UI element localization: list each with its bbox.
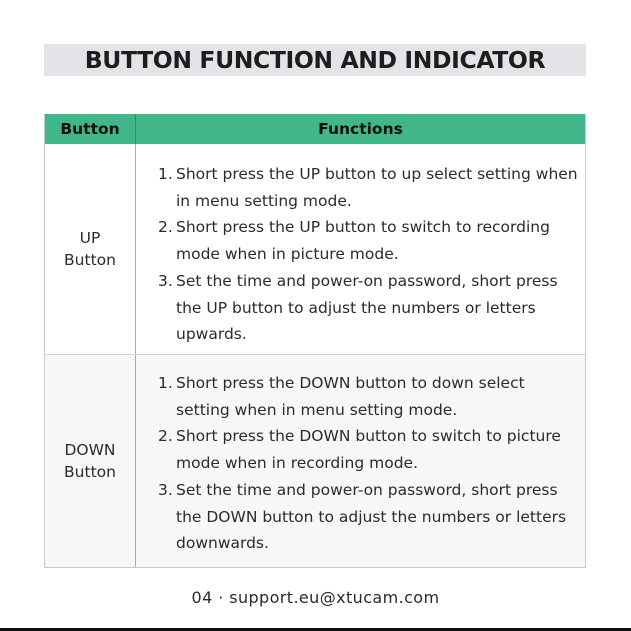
item-text: Short press the DOWN button to down select setting when in menu setting mode. <box>176 374 525 419</box>
item-number: 1. <box>158 165 173 183</box>
function-item <box>158 161 579 214</box>
item-number: 3. <box>158 480 173 499</box>
item-text: Short press the DOWN button to switch to picture mode when in recording mode. <box>176 427 561 473</box>
title-bar <box>44 44 586 76</box>
function-item <box>158 423 579 476</box>
item-text: Set the time and power-on password, short press the DOWN button to adjust the numbers or letters downwards. <box>176 480 567 553</box>
function-item <box>158 268 579 348</box>
page-number: 04 <box>191 588 213 607</box>
function-item <box>158 214 579 267</box>
table-row-down <box>45 355 585 567</box>
page-title: BUTTON FUNCTION AND INDICATOR <box>84 46 546 74</box>
button-name-cell <box>45 355 136 567</box>
function-table <box>44 114 586 568</box>
function-item <box>158 477 579 557</box>
item-number: 2. <box>158 218 173 237</box>
button-name-line2: Button <box>64 463 116 481</box>
item-number: 2. <box>158 427 173 446</box>
button-name-line2: Button <box>64 251 116 269</box>
item-text: Short press the UP button to up select setting when in menu setting mode. <box>176 165 578 210</box>
button-name-line1: DOWN <box>64 441 116 459</box>
button-name-cell <box>45 144 136 354</box>
table-header <box>45 114 585 144</box>
functions-cell <box>136 355 585 567</box>
page-footer <box>0 588 631 607</box>
footer-separator: · <box>218 588 224 607</box>
item-number: 1. <box>158 374 173 392</box>
support-email: support.eu@xtucam.com <box>229 588 440 607</box>
button-name-line1: UP <box>79 229 101 247</box>
table-row-up <box>45 144 585 355</box>
header-button: Button <box>45 114 136 144</box>
item-number: 3. <box>158 271 173 290</box>
functions-cell <box>136 144 585 354</box>
item-text: Short press the UP button to switch to recording mode when in picture mode. <box>176 218 550 264</box>
header-functions: Functions <box>318 120 403 138</box>
item-text: Set the time and power-on password, short press the UP button to adjust the numbers or letters upwards. <box>176 271 558 344</box>
function-item <box>158 370 579 423</box>
